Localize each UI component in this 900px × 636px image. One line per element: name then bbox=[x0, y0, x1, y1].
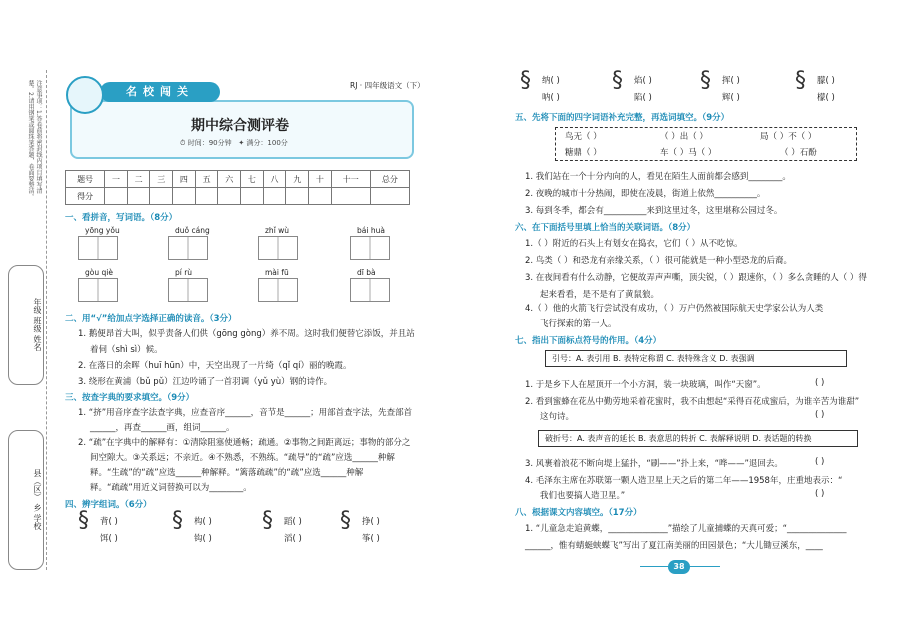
table-cell: 题号 bbox=[66, 171, 105, 188]
option-text: 引号：A. 表引用 B. 表特定称谓 C. 表特殊含义 D. 表强调 bbox=[552, 354, 755, 363]
table-cell: 四 bbox=[173, 171, 196, 188]
idiom-item: （ ）石酚 bbox=[780, 148, 817, 158]
question-line: 1.（ ）附近的石头上有划女在捣衣，它们（ ）从不吃惊。 bbox=[525, 239, 743, 249]
score-input-cell[interactable] bbox=[150, 188, 173, 205]
class-name-field[interactable] bbox=[8, 265, 44, 385]
score-input-cell[interactable] bbox=[286, 188, 309, 205]
question-line: 释。“疏疏”用近义词替换可以为________。 bbox=[90, 483, 252, 493]
pinyin-label: duǒ cáng bbox=[175, 226, 210, 235]
clock-icon: ⏱ bbox=[180, 139, 186, 147]
table-cell: 三 bbox=[150, 171, 173, 188]
option-text: 破折号：A. 表声音的延长 B. 表意思的转折 C. 表解释说明 D. 表话题的转换 bbox=[545, 434, 812, 443]
question-line: 2. 夜晚的城市十分热闹，即使在凌晨，街道上依然__________。 bbox=[525, 189, 766, 199]
word-pair-item: 饵( ) bbox=[100, 534, 118, 544]
score-input-cell[interactable] bbox=[263, 188, 286, 205]
writing-grid[interactable] bbox=[78, 278, 118, 302]
score-input-cell[interactable] bbox=[370, 188, 409, 205]
idiom-item: 车（ ）马（ ） bbox=[660, 148, 717, 158]
idiom-item: 糖鼎（ ） bbox=[565, 148, 602, 158]
word-pair-item: 挣( ) bbox=[362, 517, 380, 527]
word-pair-item: 檬( ) bbox=[817, 93, 835, 103]
table-cell: 八 bbox=[263, 171, 286, 188]
question-line: 2. 在落日的余晖（huī hūn）中，天空出现了一片绮（qǐ qí）丽的晚霞。 bbox=[78, 361, 352, 371]
question-line: 4.（ ）他的火箭飞行尝试没有成功，（ ）万户仍然被国际航天史学家公认为人类 bbox=[525, 304, 824, 314]
answer-paren[interactable]: ( ) bbox=[815, 378, 825, 388]
question-line: 我们也要搞人造卫星。” bbox=[540, 491, 626, 501]
word-pair-item: 纳( ) bbox=[542, 76, 560, 86]
question-line: ______，再查______画，组词______。 bbox=[90, 423, 235, 433]
word-pair-item: 筝( ) bbox=[362, 534, 380, 544]
page-number: 38 bbox=[668, 560, 690, 574]
writing-grid[interactable] bbox=[168, 278, 208, 302]
question-line: 着伺（shì sì）候。 bbox=[90, 345, 163, 355]
table-cell: 得分 bbox=[66, 188, 105, 205]
pinyin-label: pí rù bbox=[175, 268, 193, 277]
table-cell: 七 bbox=[241, 171, 264, 188]
score-input-cell[interactable] bbox=[241, 188, 264, 205]
word-pair-item: 陷( ) bbox=[634, 93, 652, 103]
writing-grid[interactable] bbox=[350, 236, 390, 260]
score-input-cell[interactable] bbox=[218, 188, 241, 205]
question-line: 释。“生疏”的“疏”应选______种解释。“篱落疏疏”的“疏”应选______种解 bbox=[90, 468, 364, 478]
exam-notes: 注意事项：1.答卷前将密封线内项目填写清楚。2.请用钢笔或圆珠笔答题，卷面要整洁。 bbox=[27, 80, 42, 200]
question-line: 1. “儿童急走追黄蝶，______________”描绘了儿童捕蝶的天真可爱；“______________ bbox=[525, 524, 847, 534]
binding-margin bbox=[4, 70, 47, 570]
word-pair-item: 钩( ) bbox=[194, 534, 212, 544]
writing-grid[interactable] bbox=[258, 278, 298, 302]
word-pair-item: 蹈( ) bbox=[284, 517, 302, 527]
score-table bbox=[65, 170, 410, 205]
question-line: 2. 看到蜜蜂在花丛中勤劳地采着花蜜时，我不由想起“采得百花成蜜后，为谁辛苦为谁甜” bbox=[525, 397, 860, 407]
snail-logo-icon bbox=[66, 76, 104, 114]
word-pair-item: 辉( ) bbox=[722, 93, 740, 103]
pinyin-label: mài fū bbox=[265, 268, 289, 277]
score-input-cell[interactable] bbox=[195, 188, 218, 205]
word-pair-item: 呐( ) bbox=[542, 93, 560, 103]
school-field[interactable] bbox=[8, 430, 44, 570]
question-line: 2. “疏”在字典中的解释有：①清除阻塞使通畅；疏通。②事物之间距离远；事物的部分之 bbox=[78, 438, 411, 448]
answer-paren[interactable]: ( ) bbox=[815, 410, 825, 420]
score-input-cell[interactable] bbox=[309, 188, 332, 205]
option-box-quotes bbox=[545, 350, 847, 367]
snail-bracket-icon: § bbox=[520, 68, 531, 93]
pinyin-label: gòu qiè bbox=[85, 268, 113, 277]
table-cell: 十一 bbox=[331, 171, 370, 188]
idiom-item: 局（ ）不（ ） bbox=[760, 132, 817, 142]
school-label: 县（区） 乡 学校 bbox=[33, 469, 42, 531]
section-4-title: 四、辨字组词。（6分） bbox=[65, 500, 152, 510]
question-line: 3. 绕形在黄浦（bǔ pǔ）江边吟诵了一首羽调（yǔ yù）钢的诗作。 bbox=[78, 377, 333, 387]
question-line: 3. 风裹着浪花不断向堤上猛扑，“刷——”扑上来，“哗——”退回去。 bbox=[525, 459, 783, 469]
table-cell: 二 bbox=[127, 171, 150, 188]
word-pair-item: 挥( ) bbox=[722, 76, 740, 86]
table-cell: 九 bbox=[286, 171, 309, 188]
word-pair-item: 焰( ) bbox=[634, 76, 652, 86]
question-line: 1. 于是乡下人在屋顶开一个小方洞，装一块玻璃，叫作“天窗”。 bbox=[525, 380, 766, 390]
option-box-dash bbox=[538, 430, 858, 447]
snail-bracket-icon: § bbox=[700, 68, 711, 93]
snail-bracket-icon: § bbox=[78, 508, 89, 533]
question-line: 间空隙大。③关系远；不亲近。④不熟悉，不熟练。“疏导”的“疏”应选______种解 bbox=[90, 453, 395, 463]
pinyin-label: zhǐ wù bbox=[265, 226, 290, 235]
question-line: ______，惟有蜻蜓蛱蝶飞”写出了夏江南美丽的田园景色；“大儿锄豆溪东，____ bbox=[525, 541, 823, 551]
page-number-badge bbox=[640, 560, 720, 574]
grade-subtitle: RJ · 四年级语文（下） bbox=[350, 81, 425, 90]
snail-bracket-icon: § bbox=[795, 68, 806, 93]
section-2-title: 二、用“√”给加点字选择正确的读音。（3分） bbox=[65, 314, 237, 324]
score-table-header-row bbox=[66, 171, 410, 188]
snail-bracket-icon: § bbox=[262, 508, 273, 533]
idiom-item: 鸟无（ ） bbox=[565, 132, 602, 142]
table-cell: 总分 bbox=[370, 171, 409, 188]
score-input-cell[interactable] bbox=[331, 188, 370, 205]
score-table-score-row bbox=[66, 188, 410, 205]
question-line: 这句诗。 bbox=[540, 412, 575, 422]
word-pair-item: 朦( ) bbox=[817, 76, 835, 86]
question-line: 起来看看，是不是有了黄鼠狼。 bbox=[540, 290, 660, 300]
star-icon: ✦ bbox=[238, 139, 245, 147]
score-input-cell[interactable] bbox=[173, 188, 196, 205]
writing-grid[interactable] bbox=[258, 236, 298, 260]
writing-grid[interactable] bbox=[350, 278, 390, 302]
question-line: 1. “挤”用音序查字法查字典，应查音序______，音节是______；用部首查字法，先查部首 bbox=[78, 408, 413, 418]
pinyin-label: bái huà bbox=[357, 226, 385, 235]
table-cell: 十 bbox=[309, 171, 332, 188]
question-line: 4. 毛泽东主席在苏联第一颗人造卫星上天之后的第二年——1958年，庄重地表示：“ bbox=[525, 476, 843, 486]
table-cell: 六 bbox=[218, 171, 241, 188]
pinyin-label: dī bà bbox=[357, 268, 376, 277]
time-label: 时间：90分钟 bbox=[187, 139, 232, 147]
answer-paren[interactable]: ( ) bbox=[815, 457, 825, 467]
answer-paren[interactable]: ( ) bbox=[815, 489, 825, 499]
word-pair-item: 构( ) bbox=[194, 517, 212, 527]
section-1-title: 一、看拼音，写词语。（8分） bbox=[65, 213, 178, 223]
writing-grid[interactable] bbox=[168, 236, 208, 260]
pinyin-label: yōng yǒu bbox=[85, 226, 120, 235]
section-5-title: 五、先将下面的四字词语补充完整，再选词填空。（9分） bbox=[515, 113, 730, 123]
name-label: 姓名 bbox=[33, 335, 42, 352]
question-line: 2. 鸟类（ ）和恐龙有亲缘关系，（ ）很可能就是一种小型恐龙的后裔。 bbox=[525, 256, 792, 266]
page-title: 期中综合测评卷 bbox=[191, 118, 289, 134]
idiom-item: （ ）出（ ） bbox=[660, 132, 708, 142]
question-line: 3. 在夜间看有什么动静，它便故弄声声嘶，顶尖锐，（ ）跟速你，（ ）多么贪睡的人（ ）得 bbox=[525, 273, 867, 283]
exam-meta bbox=[180, 138, 288, 148]
class-label: 年级 班级 bbox=[33, 298, 42, 333]
table-cell: 五 bbox=[195, 171, 218, 188]
section-6-title: 六、在下面括号里填上恰当的关联词语。（8分） bbox=[515, 223, 696, 233]
question-line: 3. 每到冬季，都会有__________来到这里过冬，这里堪称公园过冬。 bbox=[525, 206, 783, 216]
score-input-cell[interactable] bbox=[105, 188, 128, 205]
question-line: 1. 鹅便昂首大叫，似乎责备人们供（gōng gòng）养不周。这时我们便替它添饭，并且站 bbox=[78, 329, 415, 339]
score-label: 满分：100分 bbox=[246, 139, 288, 147]
table-cell: 一 bbox=[105, 171, 128, 188]
writing-grid[interactable] bbox=[78, 236, 118, 260]
snail-bracket-icon: § bbox=[340, 508, 351, 533]
question-line: 1. 我们站在一个十分内向的人，看见在陌生人面前都会感到________。 bbox=[525, 172, 791, 182]
section-7-title: 七、指出下面标点符号的作用。（4分） bbox=[515, 336, 662, 346]
question-line: 飞行探索的第一人。 bbox=[540, 319, 617, 329]
word-pair-item: 滔( ) bbox=[284, 534, 302, 544]
logo-banner: 名校闯关 bbox=[100, 82, 220, 102]
snail-bracket-icon: § bbox=[612, 68, 623, 93]
word-pair-item: 背( ) bbox=[100, 517, 118, 527]
section-8-title: 八、根据课文内容填空。（17分） bbox=[515, 508, 642, 518]
score-input-cell[interactable] bbox=[127, 188, 150, 205]
section-3-title: 三、按查字典的要求填空。（9分） bbox=[65, 393, 195, 403]
snail-bracket-icon: § bbox=[172, 508, 183, 533]
